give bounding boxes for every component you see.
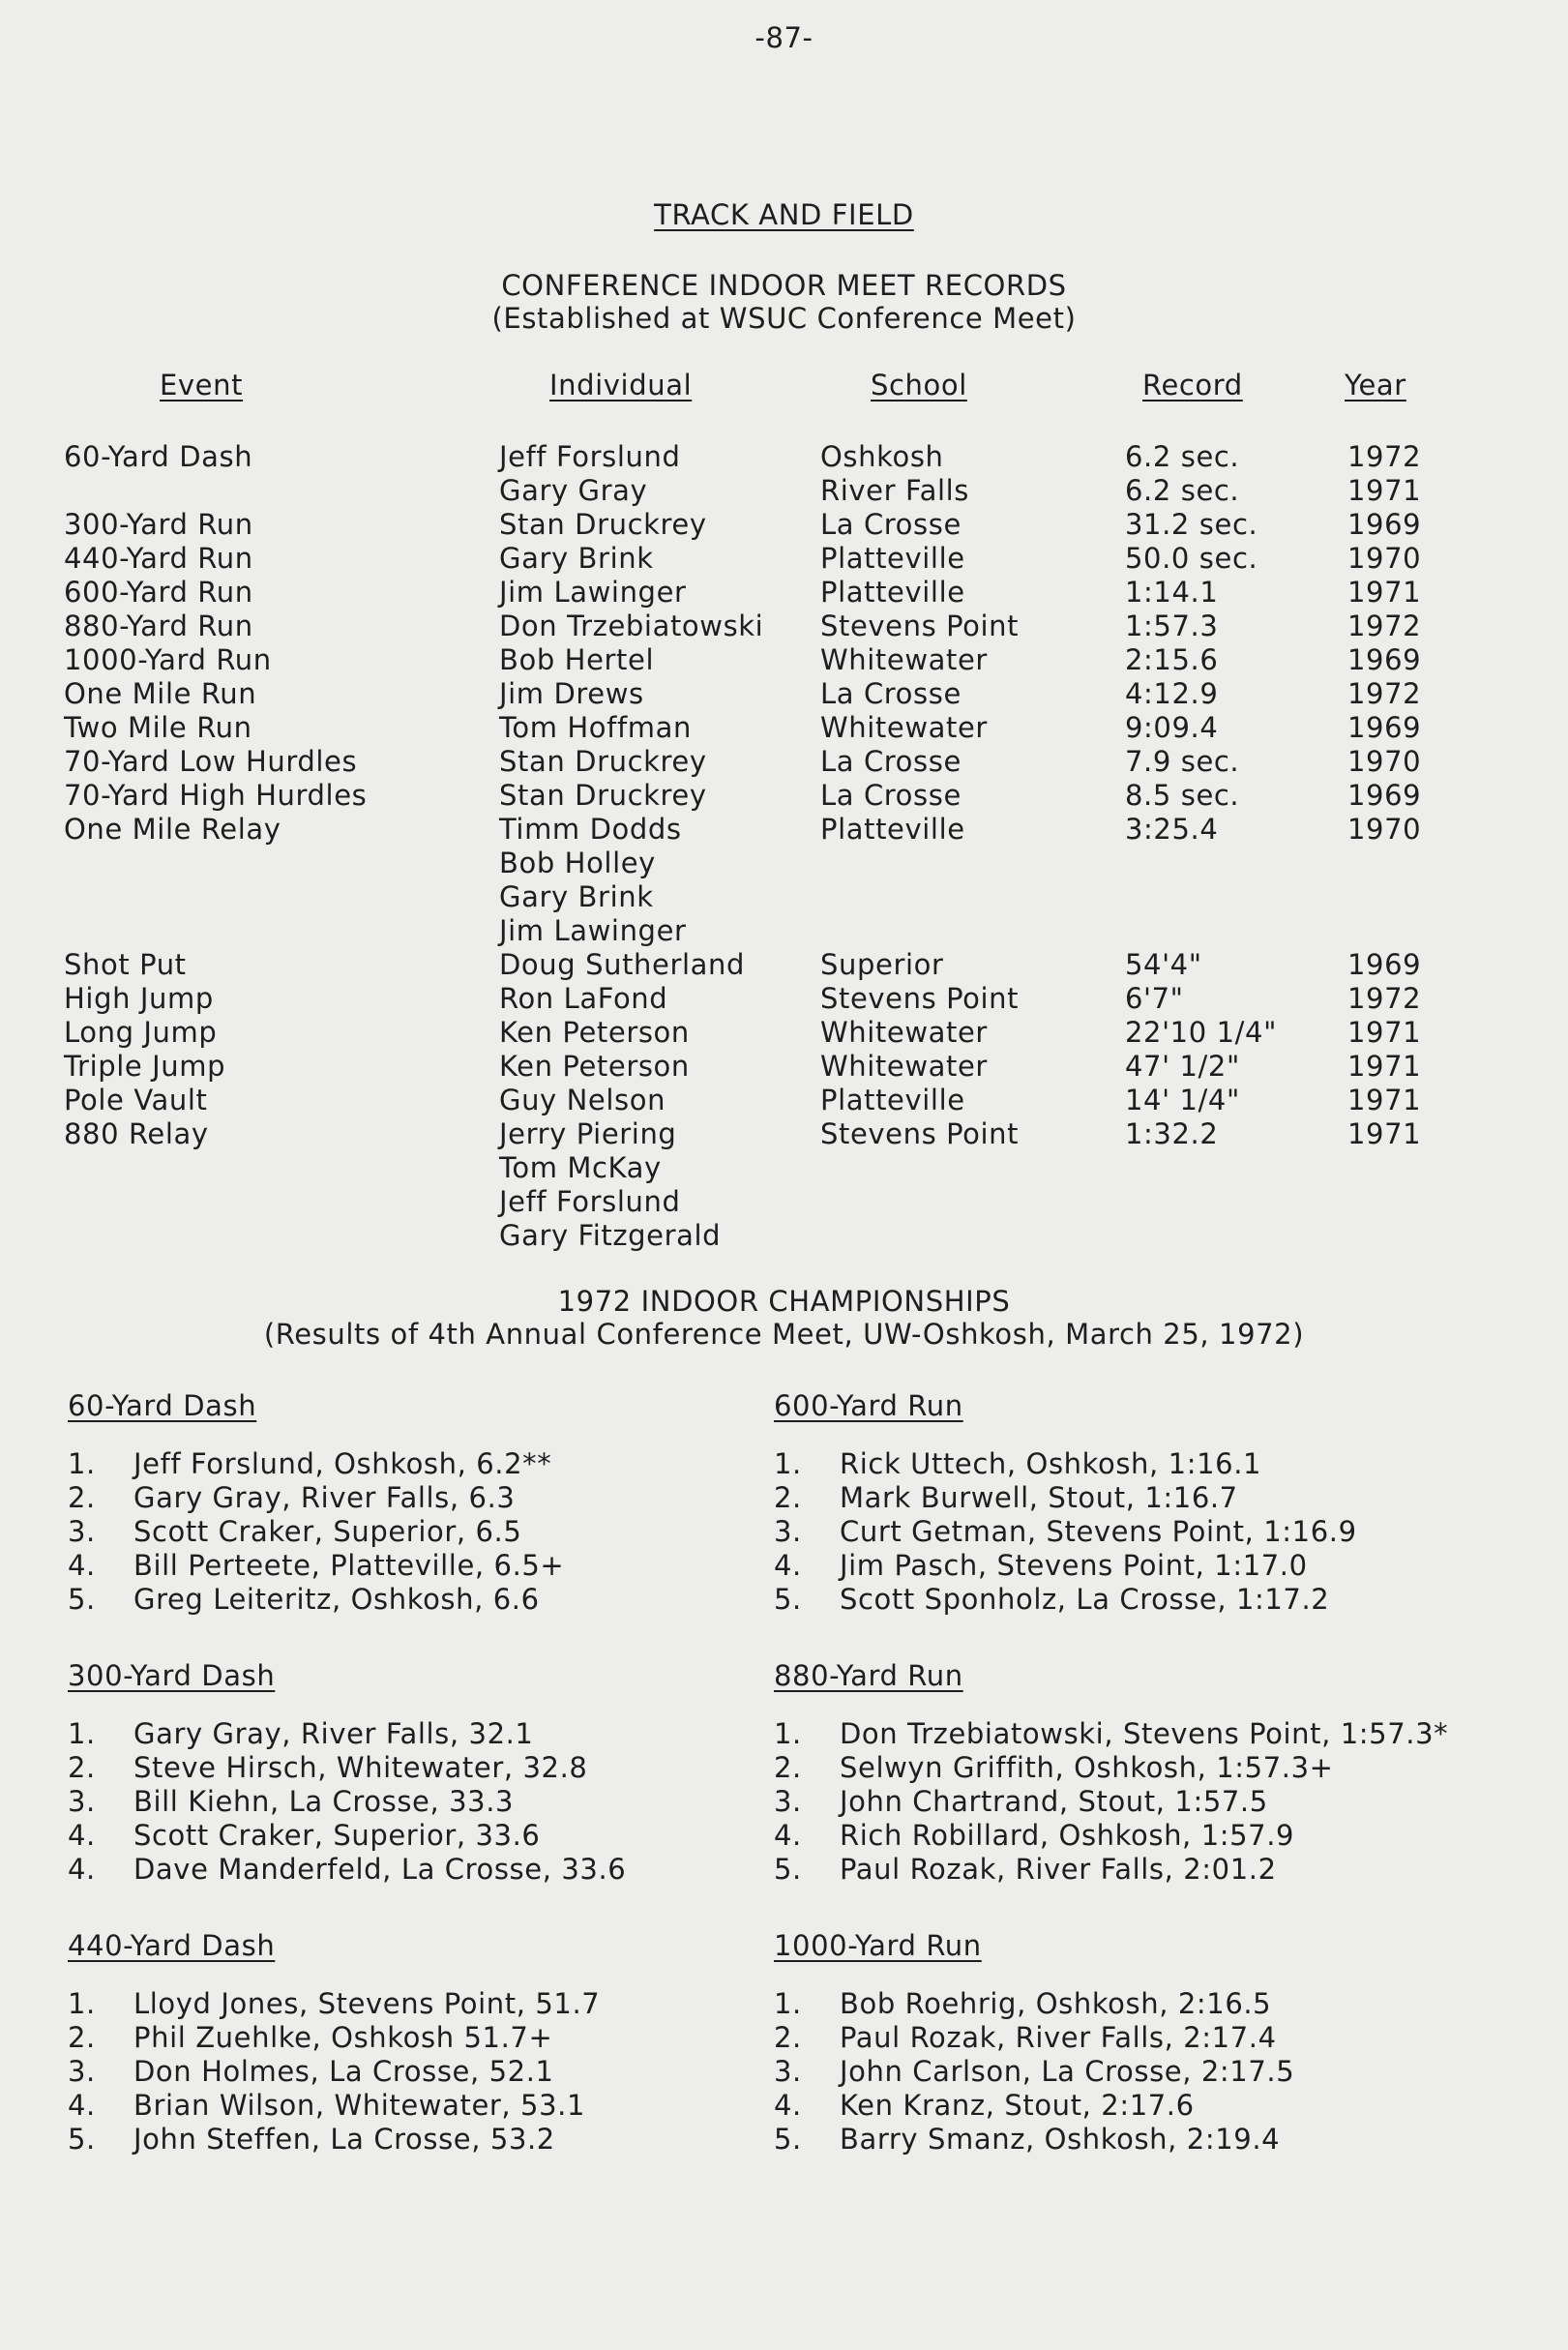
cell-individual: Bob Holley (499, 847, 656, 879)
cell-school: Stevens Point (820, 1117, 1020, 1150)
table-row (0, 440, 1568, 474)
place-number: 4. (774, 1549, 802, 1582)
place-number: 1. (68, 1447, 96, 1480)
cell-individual: Ron LaFond (499, 982, 668, 1015)
list-item (774, 1751, 1509, 1785)
cell-event: 880-Yard Run (64, 610, 253, 642)
cell-individual: Jim Lawinger (499, 576, 687, 609)
cell-school: La Crosse (820, 677, 962, 710)
cell-school: Platteville (820, 1084, 965, 1116)
cell-record: 31.2 sec. (1125, 508, 1258, 541)
cell-record: 54'4" (1125, 948, 1202, 981)
result-text: Greg Leiteritz, Oshkosh, 6.6 (133, 1583, 540, 1616)
list-item (774, 1583, 1509, 1617)
cell-individual: Guy Nelson (499, 1084, 666, 1116)
cell-school: River Falls (820, 474, 969, 507)
cell-year: 1970 (1347, 813, 1422, 846)
list-item (774, 1447, 1509, 1481)
place-number: 4. (68, 1819, 96, 1852)
cell-record: 1:57.3 (1125, 610, 1219, 642)
result-text: Ken Kranz, Stout, 2:17.6 (840, 2089, 1195, 2122)
cell-record: 9:09.4 (1125, 711, 1219, 744)
cell-year: 1970 (1347, 745, 1422, 778)
place-number: 5. (774, 1853, 802, 1886)
cell-record: 50.0 sec. (1125, 542, 1258, 575)
cell-year: 1972 (1347, 610, 1422, 642)
cell-school: Platteville (820, 576, 965, 609)
list-item (68, 2021, 803, 2055)
cell-individual: Ken Peterson (499, 1016, 690, 1049)
list-item (774, 1785, 1509, 1819)
cell-record: 1:14.1 (1125, 576, 1219, 609)
list-item (774, 1515, 1509, 1549)
cell-year: 1969 (1347, 948, 1422, 981)
place-number: 1. (68, 1717, 96, 1750)
cell-individual: Jeff Forslund (499, 440, 681, 473)
place-number: 2. (68, 1751, 96, 1784)
table-row (0, 576, 1568, 610)
place-number: 2. (68, 1481, 96, 1514)
cell-record: 1:32.2 (1125, 1117, 1219, 1150)
cell-school: Stevens Point (820, 982, 1020, 1015)
cell-individual: Gary Brink (499, 542, 654, 575)
cell-individual: Stan Druckrey (499, 508, 707, 541)
event-results (68, 1659, 803, 1929)
event-results (68, 1929, 803, 2199)
result-text: Bob Roehrig, Oshkosh, 2:16.5 (840, 1987, 1272, 2020)
event-title: 60-Yard Dash (68, 1389, 257, 1422)
result-text: Jim Pasch, Stevens Point, 1:17.0 (840, 1549, 1308, 1582)
table-row (0, 948, 1568, 982)
cell-record: 6'7" (1125, 982, 1184, 1015)
cell-individual: Jim Drews (499, 677, 644, 710)
place-number: 4. (68, 1549, 96, 1582)
list-item (774, 1853, 1509, 1887)
table-row (0, 508, 1568, 542)
table-row (0, 847, 1568, 880)
result-text: Bill Perteete, Platteville, 6.5+ (133, 1549, 565, 1582)
table-row (0, 643, 1568, 677)
list-item (774, 2123, 1509, 2157)
cell-event: 70-Yard High Hurdles (64, 779, 368, 812)
cell-year: 1971 (1347, 1084, 1422, 1116)
table-row (0, 1016, 1568, 1050)
cell-event: One Mile Run (64, 677, 257, 710)
cell-individual: Timm Dodds (499, 813, 682, 846)
place-number: 5. (774, 1583, 802, 1616)
result-text: Steve Hirsch, Whitewater, 32.8 (133, 1751, 588, 1784)
result-text: Bill Kiehn, La Crosse, 33.3 (133, 1785, 515, 1818)
list-item (68, 1785, 803, 1819)
cell-year: 1972 (1347, 677, 1422, 710)
place-number: 1. (774, 1987, 802, 2020)
column-header-school: School (871, 369, 967, 402)
cell-record: 6.2 sec. (1125, 440, 1240, 473)
result-text: Rich Robillard, Oshkosh, 1:57.9 (840, 1819, 1295, 1852)
list-item (774, 1987, 1509, 2021)
cell-individual: Bob Hertel (499, 643, 655, 676)
cell-event: High Jump (64, 982, 214, 1015)
list-item (68, 2089, 803, 2123)
column-header-individual: Individual (549, 369, 693, 402)
result-text: Curt Getman, Stevens Point, 1:16.9 (840, 1515, 1357, 1548)
list-item (68, 1819, 803, 1853)
cell-event: Shot Put (64, 948, 187, 981)
table-row (0, 677, 1568, 711)
table-row (0, 813, 1568, 847)
result-text: Scott Craker, Superior, 6.5 (133, 1515, 522, 1548)
table-row (0, 745, 1568, 779)
championships-right-column (774, 1389, 1509, 2199)
table-row (0, 982, 1568, 1016)
records-table (0, 440, 1568, 1253)
result-text: Gary Gray, River Falls, 32.1 (133, 1717, 534, 1750)
cell-event: 440-Yard Run (64, 542, 253, 575)
column-header-record: Record (1142, 369, 1243, 402)
cell-individual: Tom Hoffman (499, 711, 692, 744)
place-number: 4. (774, 2089, 802, 2122)
place-number: 5. (774, 2123, 802, 2156)
list-item (68, 1583, 803, 1617)
event-title: 1000-Yard Run (774, 1929, 982, 1962)
place-number: 4. (774, 1819, 802, 1852)
place-number: 3. (68, 1515, 96, 1548)
list-item (774, 2089, 1509, 2123)
table-row (0, 1117, 1568, 1151)
cell-individual: Stan Druckrey (499, 745, 707, 778)
cell-individual: Gary Fitzgerald (499, 1219, 722, 1252)
cell-school: Whitewater (820, 1050, 988, 1083)
cell-event: 60-Yard Dash (64, 440, 253, 473)
cell-school: La Crosse (820, 745, 962, 778)
cell-record: 14' 1/4" (1125, 1084, 1240, 1116)
championships-left-column (68, 1389, 803, 2199)
cell-school: La Crosse (820, 508, 962, 541)
place-number: 2. (774, 1751, 802, 1784)
cell-year: 1969 (1347, 508, 1422, 541)
records-heading: CONFERENCE INDOOR MEET RECORDS (501, 269, 1067, 302)
cell-school: Platteville (820, 542, 965, 575)
table-row (0, 711, 1568, 745)
cell-individual: Doug Sutherland (499, 948, 745, 981)
cell-individual: Jerry Piering (499, 1117, 677, 1150)
cell-individual: Tom McKay (499, 1151, 662, 1184)
cell-event: Pole Vault (64, 1084, 208, 1116)
cell-school: Stevens Point (820, 610, 1020, 642)
list-item (774, 2021, 1509, 2055)
place-number: 3. (68, 1785, 96, 1818)
cell-school: La Crosse (820, 779, 962, 812)
list-item (774, 2055, 1509, 2089)
table-row (0, 880, 1568, 914)
event-title: 440-Yard Dash (68, 1929, 276, 1962)
cell-event: Long Jump (64, 1016, 218, 1049)
cell-individual: Jeff Forslund (499, 1185, 681, 1218)
result-text: Selwyn Griffith, Oshkosh, 1:57.3+ (840, 1751, 1334, 1784)
cell-event: 300-Yard Run (64, 508, 253, 541)
result-text: John Chartrand, Stout, 1:57.5 (840, 1785, 1268, 1818)
place-number: 1. (774, 1717, 802, 1750)
result-text: Gary Gray, River Falls, 6.3 (133, 1481, 516, 1514)
table-row (0, 474, 1568, 508)
cell-record: 6.2 sec. (1125, 474, 1240, 507)
cell-record: 47' 1/2" (1125, 1050, 1240, 1083)
list-item (68, 2123, 803, 2157)
result-text: John Carlson, La Crosse, 2:17.5 (840, 2055, 1295, 2088)
cell-year: 1972 (1347, 982, 1422, 1015)
cell-school: Oshkosh (820, 440, 944, 473)
list-item (68, 1481, 803, 1515)
cell-year: 1971 (1347, 1117, 1422, 1150)
cell-event: One Mile Relay (64, 813, 281, 846)
event-results (774, 1659, 1509, 1929)
cell-record: 22'10 1/4" (1125, 1016, 1278, 1049)
place-number: 4. (68, 1853, 96, 1886)
cell-record: 2:15.6 (1125, 643, 1219, 676)
table-row (0, 914, 1568, 948)
place-number: 3. (68, 2055, 96, 2088)
place-number: 3. (774, 1515, 802, 1548)
result-text: Dave Manderfeld, La Crosse, 33.6 (133, 1853, 627, 1886)
list-item (774, 1549, 1509, 1583)
cell-individual: Gary Brink (499, 880, 654, 913)
result-text: Jeff Forslund, Oshkosh, 6.2** (133, 1447, 552, 1480)
place-number: 4. (68, 2089, 96, 2122)
result-text: Mark Burwell, Stout, 1:16.7 (840, 1481, 1238, 1514)
list-item (774, 1717, 1509, 1751)
list-item (68, 1447, 803, 1481)
championships-subheading: (Results of 4th Annual Conference Meet, UW-Oshkosh, March 25, 1972) (263, 1318, 1305, 1351)
place-number: 2. (774, 1481, 802, 1514)
table-row (0, 1084, 1568, 1117)
table-row (0, 610, 1568, 643)
cell-school: Whitewater (820, 1016, 988, 1049)
list-item (68, 1751, 803, 1785)
page-title: TRACK AND FIELD (654, 198, 914, 231)
result-text: John Steffen, La Crosse, 53.2 (133, 2123, 555, 2156)
place-number: 3. (774, 1785, 802, 1818)
cell-year: 1969 (1347, 711, 1422, 744)
result-text: Don Trzebiatowski, Stevens Point, 1:57.3* (840, 1717, 1449, 1750)
cell-individual: Don Trzebiatowski (499, 610, 764, 642)
event-results (774, 1389, 1509, 1659)
championships-heading: 1972 INDOOR CHAMPIONSHIPS (557, 1285, 1011, 1318)
list-item (774, 1819, 1509, 1853)
cell-record: 4:12.9 (1125, 677, 1219, 710)
list-item (68, 1515, 803, 1549)
event-title: 600-Yard Run (774, 1389, 963, 1422)
list-item (68, 1549, 803, 1583)
table-row (0, 1219, 1568, 1253)
cell-event: 1000-Yard Run (64, 643, 272, 676)
cell-individual: Stan Druckrey (499, 779, 707, 812)
place-number: 1. (774, 1447, 802, 1480)
table-row (0, 1050, 1568, 1084)
result-text: Paul Rozak, River Falls, 2:17.4 (840, 2021, 1277, 2054)
result-text: Barry Smanz, Oshkosh, 2:19.4 (840, 2123, 1281, 2156)
cell-year: 1971 (1347, 576, 1422, 609)
cell-year: 1972 (1347, 440, 1422, 473)
place-number: 1. (68, 1987, 96, 2020)
result-text: Rick Uttech, Oshkosh, 1:16.1 (840, 1447, 1262, 1480)
cell-year: 1969 (1347, 643, 1422, 676)
cell-event: Two Mile Run (64, 711, 252, 744)
place-number: 5. (68, 1583, 96, 1616)
cell-year: 1970 (1347, 542, 1422, 575)
cell-school: Platteville (820, 813, 965, 846)
cell-event: 600-Yard Run (64, 576, 253, 609)
place-number: 2. (68, 2021, 96, 2054)
cell-year: 1971 (1347, 1050, 1422, 1083)
result-text: Lloyd Jones, Stevens Point, 51.7 (133, 1987, 601, 2020)
list-item (68, 1717, 803, 1751)
list-item (68, 1987, 803, 2021)
cell-individual: Ken Peterson (499, 1050, 690, 1083)
cell-event: Triple Jump (64, 1050, 226, 1083)
cell-event: 70-Yard Low Hurdles (64, 745, 358, 778)
place-number: 5. (68, 2123, 96, 2156)
result-text: Paul Rozak, River Falls, 2:01.2 (840, 1853, 1277, 1886)
cell-record: 7.9 sec. (1125, 745, 1240, 778)
table-row (0, 779, 1568, 813)
cell-school: Whitewater (820, 643, 988, 676)
result-text: Don Holmes, La Crosse, 52.1 (133, 2055, 554, 2088)
place-number: 3. (774, 2055, 802, 2088)
result-text: Brian Wilson, Whitewater, 53.1 (133, 2089, 586, 2122)
event-results (774, 1929, 1509, 2199)
cell-event: 880 Relay (64, 1117, 209, 1150)
cell-record: 3:25.4 (1125, 813, 1219, 846)
event-title: 300-Yard Dash (68, 1659, 276, 1692)
cell-year: 1969 (1347, 779, 1422, 812)
list-item (774, 1481, 1509, 1515)
cell-school: Superior (820, 948, 944, 981)
records-subheading: (Established at WSUC Conference Meet) (491, 302, 1077, 335)
result-text: Phil Zuehlke, Oshkosh 51.7+ (133, 2021, 553, 2054)
event-results (68, 1389, 803, 1659)
column-header-event: Event (160, 369, 244, 402)
cell-year: 1971 (1347, 1016, 1422, 1049)
event-title: 880-Yard Run (774, 1659, 963, 1692)
table-row (0, 542, 1568, 576)
result-text: Scott Craker, Superior, 33.6 (133, 1819, 541, 1852)
table-row (0, 1185, 1568, 1219)
place-number: 2. (774, 2021, 802, 2054)
cell-individual: Gary Gray (499, 474, 648, 507)
page-number: -87- (754, 21, 814, 54)
result-text: Scott Sponholz, La Crosse, 1:17.2 (840, 1583, 1330, 1616)
cell-individual: Jim Lawinger (499, 914, 687, 947)
table-row (0, 1151, 1568, 1185)
column-header-year: Year (1345, 369, 1406, 402)
cell-record: 8.5 sec. (1125, 779, 1240, 812)
cell-school: Whitewater (820, 711, 988, 744)
cell-year: 1971 (1347, 474, 1422, 507)
list-item (68, 2055, 803, 2089)
list-item (68, 1853, 803, 1887)
